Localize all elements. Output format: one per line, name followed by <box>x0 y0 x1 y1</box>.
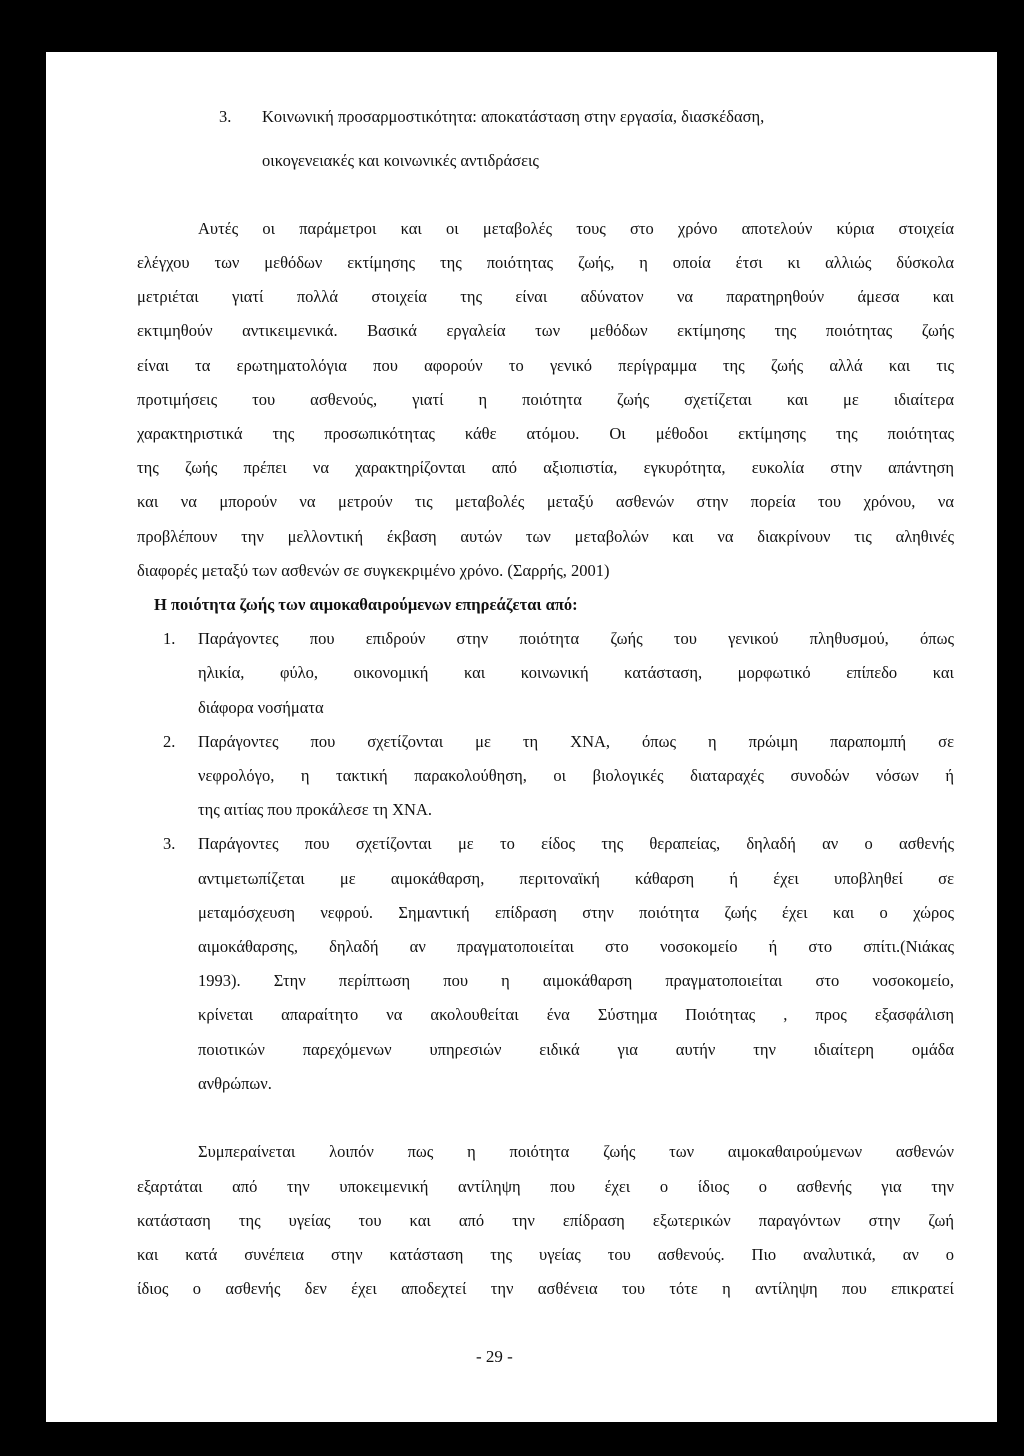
paragraph-2-line: κατάσταση της υγείας του και από την επίδραση εξωτερικών παραγόντων στην ζωή <box>137 1211 954 1230</box>
paragraph-2-line: ίδιος ο ασθενής δεν έχει αποδεχτεί την ασθένεια του τότε η αντίληψη που επικρατεί <box>137 1279 954 1298</box>
heading-line-2: οικογενειακές και κοινωνικές αντιδράσεις <box>262 151 539 170</box>
list-item-line: διάφορα νοσήματα <box>198 698 324 717</box>
paragraph-1-line: και να μπορούν να μετρούν τις μεταβολές μεταξύ ασθενών στην πορεία του χρόνου, να <box>137 492 954 511</box>
paragraph-1-line: προτιμήσεις του ασθενούς, γιατί η ποιότητα ζωής σχετίζεται και με ιδιαίτερα <box>137 390 954 409</box>
list-item-line: αντιμετωπίζεται με αιμοκάθαρση, περιτοναϊκή κάθαρση ή έχει υποβληθεί σε <box>198 869 954 888</box>
paragraph-1-line: Αυτές οι παράμετροι και οι μεταβολές τους στο χρόνο αποτελούν κύρια στοιχεία <box>198 219 954 238</box>
page-number: - 29 - <box>476 1347 513 1366</box>
list-item-line: της αιτίας που προκάλεσε τη ΧΝΑ. <box>198 800 433 819</box>
list-item-line: Παράγοντες που σχετίζονται με το είδος της θεραπείας, δηλαδή αν ο ασθενής <box>198 834 954 853</box>
list-item-line: ποιοτικών παρεχόμενων υπηρεσιών ειδικά για αυτήν την ιδιαίτερη ομάδα <box>198 1040 954 1059</box>
paragraph-1-line: προβλέπουν την μελλοντική έκβαση αυτών των μεταβολών και να διακρίνουν τις αληθινές <box>137 527 954 546</box>
list-item-line: ανθρώπων. <box>198 1074 272 1093</box>
list-item-line: νεφρολόγο, η τακτική παρακολούθηση, οι βιολογικές διαταραχές συνοδών νόσων ή <box>198 766 954 785</box>
paragraph-1-line: χαρακτηριστικά της προσωπικότητας κάθε ατόμου. Οι μέθοδοι εκτίμησης της ποιότητας <box>137 424 954 443</box>
list-item-line: αιμοκάθαρσης, δηλαδή αν πραγματοποιείται στο νοσοκομείο ή στο σπίτι.(Νιάκας <box>198 937 954 956</box>
paragraph-2-line: Συμπεραίνεται λοιπόν πως η ποιότητα ζωής των αιμοκαθαιρούμενων ασθενών <box>198 1142 954 1161</box>
heading-number: 3. <box>219 107 232 126</box>
paragraph-1-line: διαφορές μεταξύ των ασθενών σε συγκεκριμένο χρόνο. (Σαρρής, 2001) <box>137 561 610 580</box>
paragraph-2-line: εξαρτάται από την υποκειμενική αντίληψη που έχει ο ίδιος ο ασθενής για την <box>137 1177 954 1196</box>
list-item-line: Παράγοντες που επιδρούν στην ποιότητα ζωής του γενικού πληθυσμού, όπως <box>198 629 954 648</box>
list-item-line: Παράγοντες που σχετίζονται με τη ΧΝΑ, όπως η πρώιμη παραπομπή σε <box>198 732 954 751</box>
list-item-number: 3. <box>163 834 176 853</box>
list-item-line: κρίνεται απαραίτητο να ακολουθείται ένα Σύστημα Ποιότητας , προς εξασφάλιση <box>198 1005 954 1024</box>
paragraph-1-line: είναι τα ερωτηματολόγια που αφορούν το γενικό περίγραμμα της ζωής αλλά και τις <box>137 356 954 375</box>
paragraph-2-line: και κατά συνέπεια στην κατάσταση της υγείας του ασθενούς. Πιο αναλυτικά, αν ο <box>137 1245 954 1264</box>
list-item-line: ηλικία, φύλο, οικονομική και κοινωνική κατάσταση, μορφωτικό επίπεδο και <box>198 663 954 682</box>
list-item-number: 2. <box>163 732 176 751</box>
paragraph-1-line: ελέγχου των μεθόδων εκτίμησης της ποιότητας ζωής, η οποία έτσι κι αλλιώς δύσκολα <box>137 253 954 272</box>
list-item-line: 1993). Στην περίπτωση που η αιμοκάθαρση πραγματοποιείται στο νοσοκομείο, <box>198 971 954 990</box>
list-item-line: μεταμόσχευση νεφρού. Σημαντική επίδραση στην ποιότητα ζωής έχει και ο χώρος <box>198 903 954 922</box>
paragraph-1-line: εκτιμηθούν αντικειμενικά. Βασικά εργαλεία των μεθόδων εκτίμησης της ποιότητας ζωής <box>137 321 954 340</box>
document-page <box>46 52 997 1422</box>
list-item-number: 1. <box>163 629 176 648</box>
heading-line-1: Κοινωνική προσαρμοστικότητα: αποκατάσταση στην εργασία, διασκέδαση, <box>262 107 765 126</box>
paragraph-1-line: μετριέται γιατί πολλά στοιχεία της είναι αδύνατον να παρατηρηθούν άμεσα και <box>137 287 954 306</box>
paragraph-1-line: της ζωής πρέπει να χαρακτηρίζονται από αξιοπιστία, εγκυρότητα, ευκολία στην απάντηση <box>137 458 954 477</box>
section-subheading: Η ποιότητα ζωής των αιμοκαθαιρούμενων επηρεάζεται από: <box>154 595 578 614</box>
